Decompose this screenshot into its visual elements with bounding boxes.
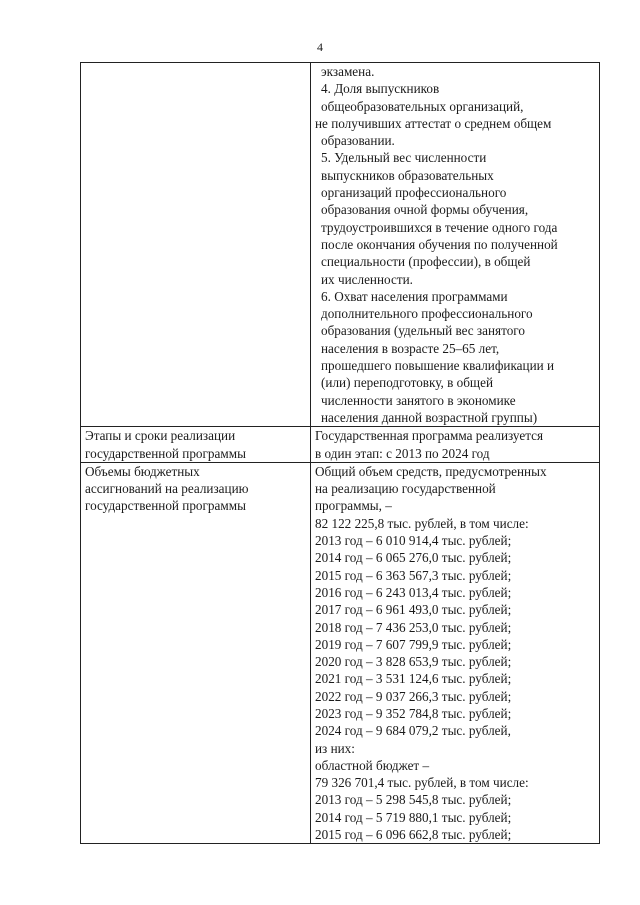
parameter-value-line: прошедшего повышение квалификации и [321, 358, 555, 374]
parameter-value-line: экзамена. [321, 64, 375, 79]
page-number: 4 [317, 40, 323, 54]
parameter-value-line: Общий объем средств, предусмотренных [315, 463, 547, 479]
parameter-value-line: 2020 год – 3 828 653,9 тыс. рублей; [315, 654, 512, 670]
parameter-value-line: 4. Доля выпускников [321, 81, 440, 97]
program-passport-table [80, 62, 600, 844]
table-row [81, 427, 600, 463]
parameter-name-line: Объемы бюджетных [85, 463, 200, 479]
parameter-value-line: 2021 год – 3 531 124,6 тыс. рублей; [315, 671, 512, 687]
parameter-value-line: программы, – [315, 498, 392, 514]
parameter-value-line: 2023 год – 9 352 784,8 тыс. рублей; [315, 705, 512, 721]
parameter-value-cell [311, 462, 600, 844]
parameter-value-line: населения данной возрастной группы) [321, 409, 538, 425]
parameter-name-line: государственной программы [85, 445, 246, 461]
parameter-value-line: трудоустроившихся в течение одного года [321, 219, 558, 235]
parameter-value-line: 2017 год – 6 961 493,0 тыс. рублей; [315, 602, 512, 618]
parameter-value-line: 2014 год – 6 065 276,0 тыс. рублей; [315, 550, 512, 566]
parameter-value-line: 2015 год – 6 096 662,8 тыс. рублей; [315, 827, 512, 843]
parameter-name-line: ассигнований на реализацию [85, 481, 249, 497]
parameter-value-line: их численности. [321, 271, 413, 287]
parameter-name-line: государственной программы [85, 498, 246, 514]
parameter-value-line: образования (удельный вес занятого [321, 323, 525, 339]
table-row [81, 63, 600, 427]
parameter-value-line: специальности (профессии), в общей [321, 254, 531, 270]
parameter-value-line: после окончания обучения по полученной [321, 236, 558, 252]
parameter-value-line: 2013 год – 6 010 914,4 тыс. рублей; [315, 533, 512, 549]
parameter-value-line: 2014 год – 5 719 880,1 тыс. рублей; [315, 809, 512, 825]
parameter-value-line: дополнительного профессионального [321, 306, 533, 322]
parameter-value-line: 2024 год – 9 684 079,2 тыс. рублей, [315, 723, 511, 739]
parameter-value-line: выпускников образовательных [321, 167, 494, 183]
parameter-value-cell [311, 63, 600, 427]
parameter-name-cell [81, 462, 311, 844]
parameter-value-line: 2022 год – 9 037 266,3 тыс. рублей; [315, 688, 512, 704]
parameter-name-line: Этапы и сроки реализации [85, 428, 236, 444]
parameter-value-line: областной бюджет – [315, 757, 430, 773]
parameter-value-line: 6. Охват населения программами [321, 288, 508, 304]
parameter-value-line: населения в возрасте 25–65 лет, [321, 340, 500, 356]
parameter-value-line: Государственная программа реализуется [315, 428, 544, 444]
parameter-value-line: 82 122 225,8 тыс. рублей, в том числе: [315, 515, 529, 531]
parameter-value-line: из них: [315, 740, 355, 756]
parameter-value-line: образовании. [321, 133, 395, 149]
parameter-value-line: 2015 год – 6 363 567,3 тыс. рублей; [315, 567, 512, 583]
parameter-value-cell [311, 427, 600, 463]
parameter-value-line: общеобразовательных организаций, [321, 98, 524, 114]
parameter-value-line: 2016 год – 6 243 013,4 тыс. рублей; [315, 584, 512, 600]
parameter-name-cell [81, 63, 311, 427]
parameter-value-line: 2013 год – 5 298 545,8 тыс. рублей; [315, 792, 512, 808]
parameter-value-line: (или) переподготовку, в общей [321, 375, 494, 391]
parameter-value-line: на реализацию государственной [315, 481, 496, 497]
parameter-value-line: численности занятого в экономике [321, 392, 516, 408]
parameter-value-line: 2018 год – 7 436 253,0 тыс. рублей; [315, 619, 512, 635]
parameter-value-line: 5. Удельный вес численности [321, 150, 487, 166]
parameter-value-line: в один этап: с 2013 по 2024 год [315, 445, 490, 461]
parameter-value-line: 2019 год – 7 607 799,9 тыс. рублей; [315, 636, 512, 652]
parameter-value-line: организаций профессионального [321, 185, 507, 201]
parameter-value-line: 79 326 701,4 тыс. рублей, в том числе: [315, 775, 529, 791]
parameter-name-cell [81, 427, 311, 463]
parameter-value-line: не получивших аттестат о среднем общем [315, 115, 552, 131]
parameter-value-line: образования очной формы обучения, [321, 202, 529, 218]
table-row [81, 462, 600, 844]
